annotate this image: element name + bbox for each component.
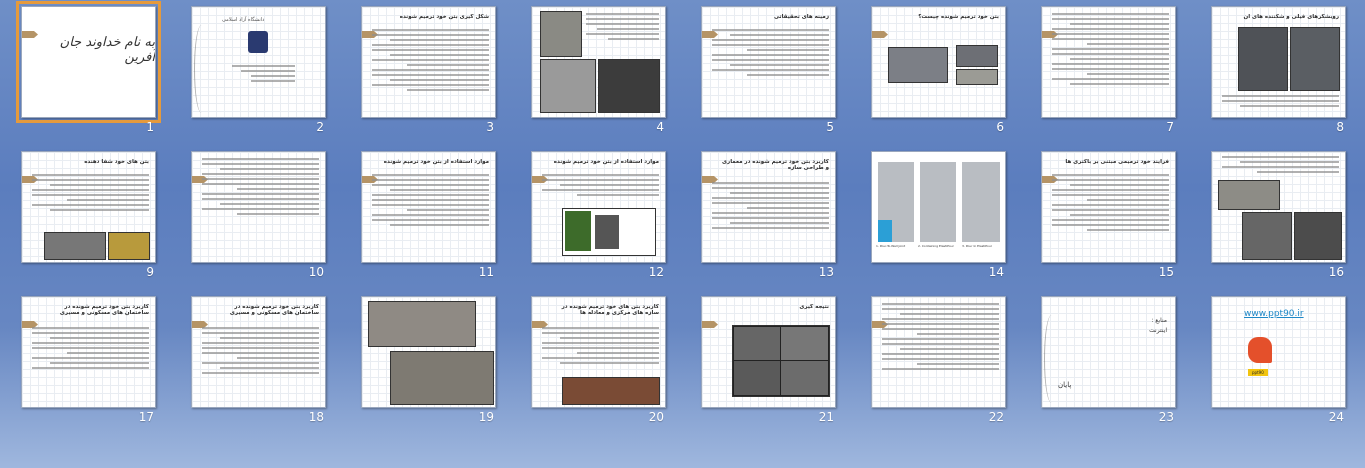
slide-number: 5	[826, 120, 834, 134]
crack-photo	[44, 232, 106, 260]
slide-number: 10	[308, 265, 324, 279]
crack-photo	[888, 47, 948, 83]
slide-preview	[871, 296, 1006, 408]
slide-preview	[531, 296, 666, 408]
slide-preview	[1041, 151, 1176, 263]
university-logo-icon	[248, 31, 268, 53]
slide-thumbnail-22[interactable]	[850, 290, 1010, 430]
slide-title: فرآیند خود ترمیمی مبتنی بر باکتری ها	[1065, 159, 1169, 165]
slide-title: موارد استفاده از بتن خود ترمیم شونده	[383, 159, 489, 165]
slide-thumbnail-23[interactable]	[1020, 290, 1180, 430]
slide-number: 3	[486, 120, 494, 134]
slide-preview	[361, 151, 496, 263]
slide-tab-marker	[22, 31, 38, 38]
slide-number: 23	[1158, 410, 1174, 424]
slide-thumbnail-14[interactable]	[850, 145, 1010, 285]
slide-number: 18	[308, 410, 324, 424]
slide-title: کاربرد بتن خود ترمیم شونده در معماری و طراحی سازه	[722, 159, 829, 171]
slide-number: 19	[478, 410, 494, 424]
slide-preview	[701, 296, 836, 408]
slide-title: دانشگاه آزاد اسلامی	[222, 17, 265, 23]
slide-preview	[701, 6, 836, 118]
diagram-figure	[562, 208, 656, 256]
decorative-swirl	[1044, 315, 1059, 403]
slide-number: 21	[818, 410, 834, 424]
slide-thumbnail-7[interactable]	[1020, 0, 1180, 140]
calligraphy-title: به نام خداوند جان آفرین	[59, 35, 155, 65]
microscope-photo	[733, 360, 782, 396]
slide-number: 2	[316, 120, 324, 134]
powerpoint-logo-icon	[1248, 337, 1272, 363]
slide-thumbnail-6[interactable]	[850, 0, 1010, 140]
slide-preview	[191, 296, 326, 408]
slide-title: کاربرد بتن خود ترمیم شونده در ساختمان های مسکونی و مسیری	[59, 304, 149, 316]
crack-photo	[540, 11, 582, 57]
slide-number: 1	[146, 120, 154, 134]
slide-thumbnail-3[interactable]	[340, 0, 500, 140]
slide-thumbnail-17[interactable]	[0, 290, 160, 430]
badge: ppt90	[1248, 369, 1268, 376]
concrete-photo	[540, 59, 596, 113]
slide-title: کاربرد بتن های خود ترمیم شونده در سازه های مرکزی و معادله ها	[561, 304, 659, 316]
slide-number: 7	[1166, 120, 1174, 134]
slide-thumbnail-4[interactable]	[510, 0, 670, 140]
slide-number: 11	[478, 265, 494, 279]
microscope-photo	[780, 326, 829, 362]
slide-title: روبشگرهای فیلی و شکننده های آن	[1243, 14, 1339, 20]
slide-preview	[191, 6, 326, 118]
slide-tab-marker	[872, 31, 888, 38]
slide-number: 8	[1336, 120, 1344, 134]
slide-preview	[1211, 151, 1346, 263]
concrete-block-illustration	[920, 162, 956, 242]
microscope-photo	[733, 326, 782, 362]
slide-thumbnail-11[interactable]	[340, 145, 500, 285]
slide-preview	[21, 151, 156, 263]
sources-label: منابع :	[1151, 317, 1167, 324]
slide-preview	[531, 6, 666, 118]
slide-title: زمینه های تحقیقاتی	[773, 14, 829, 20]
sources-item: اینترنت	[1149, 327, 1167, 334]
slide-thumbnail-9[interactable]	[0, 145, 160, 285]
slide-preview	[361, 296, 496, 408]
elastipour-fill	[878, 220, 892, 242]
caption-1: 1. Pour-To-Wall Joint	[876, 244, 906, 248]
slide-preview	[1211, 296, 1346, 408]
slide-preview	[871, 6, 1006, 118]
slide-preview	[871, 151, 1006, 263]
slide-number: 14	[988, 265, 1004, 279]
slide-number: 13	[818, 265, 834, 279]
slide-thumbnail-24[interactable]	[1190, 290, 1350, 430]
slide-title: شکل گیری بتن خود ترمیم شونده	[399, 14, 489, 20]
slide-number: 17	[138, 410, 154, 424]
decorative-swirl	[194, 25, 209, 113]
slide-thumbnail-10[interactable]	[170, 145, 330, 285]
slide-thumbnail-1[interactable]	[0, 0, 160, 140]
slide-thumbnail-15[interactable]	[1020, 145, 1180, 285]
microscope-photo-grid	[732, 325, 830, 397]
slide-preview	[1211, 6, 1346, 118]
caption-2: 2. Containing ElastiPour	[918, 244, 954, 248]
slide-thumbnail-18[interactable]	[170, 290, 330, 430]
microscope-photo	[1294, 212, 1342, 260]
crack-photo	[1218, 180, 1280, 210]
bacteria-photo	[565, 211, 591, 251]
slide-thumbnail-19[interactable]	[340, 290, 500, 430]
slide-title: بتن خود ترمیم شونده چیست؟	[918, 14, 999, 20]
slide-number: 12	[648, 265, 664, 279]
crack-photo	[956, 69, 998, 85]
bridge-photo	[562, 377, 660, 405]
slide-preview	[1041, 6, 1176, 118]
slide-title: موارد استفاده از بتن خود ترمیم شونده	[553, 159, 659, 165]
healing-photo	[108, 232, 150, 260]
slide-thumbnail-5[interactable]	[680, 0, 840, 140]
concrete-photo	[390, 351, 494, 405]
specimen-photo	[598, 59, 660, 113]
slide-title: نتیجه گیری	[799, 304, 829, 310]
slide-number: 16	[1328, 265, 1344, 279]
slide-thumbnail-8[interactable]	[1190, 0, 1350, 140]
slide-title: کاربرد بتن خود ترمیم شونده در ساختمان های مسکونی و مسیری	[229, 304, 319, 316]
slide-preview	[361, 6, 496, 118]
concrete-block-illustration	[962, 162, 1000, 242]
slide-number: 20	[648, 410, 664, 424]
caption-3: 3. Pour In ElastiPour	[962, 244, 992, 248]
website-link: www.ppt90.ir	[1244, 309, 1304, 319]
slide-preview	[531, 151, 666, 263]
slide-number: 24	[1328, 410, 1344, 424]
slide-number: 4	[656, 120, 664, 134]
microscope-photo	[780, 360, 829, 396]
slide-number: 6	[996, 120, 1004, 134]
slide-number: 9	[146, 265, 154, 279]
slide-number: 15	[1158, 265, 1174, 279]
crack-photo	[368, 301, 476, 347]
slide-thumbnail-21[interactable]	[680, 290, 840, 430]
slide-preview	[21, 6, 156, 118]
slide-tab-marker	[702, 321, 718, 328]
slide-thumbnail-16[interactable]	[1190, 145, 1350, 285]
microscope-photo	[1238, 27, 1288, 91]
slide-preview	[1041, 296, 1176, 408]
slide-title: بتن های خود شفا دهنده	[84, 159, 149, 165]
slide-preview	[191, 151, 326, 263]
slide-thumbnail-13[interactable]	[680, 145, 840, 285]
slide-thumbnail-12[interactable]	[510, 145, 670, 285]
microscope-photo	[1290, 27, 1340, 91]
slide-title: پایان	[1058, 381, 1072, 389]
slide-preview	[21, 296, 156, 408]
slide-thumbnail-20[interactable]	[510, 290, 670, 430]
slide-number: 22	[988, 410, 1004, 424]
microscope-photo	[595, 215, 619, 249]
crack-photo	[956, 45, 998, 67]
slide-thumbnail-2[interactable]	[170, 0, 330, 140]
microscope-photo	[1242, 212, 1292, 260]
slide-preview	[701, 151, 836, 263]
